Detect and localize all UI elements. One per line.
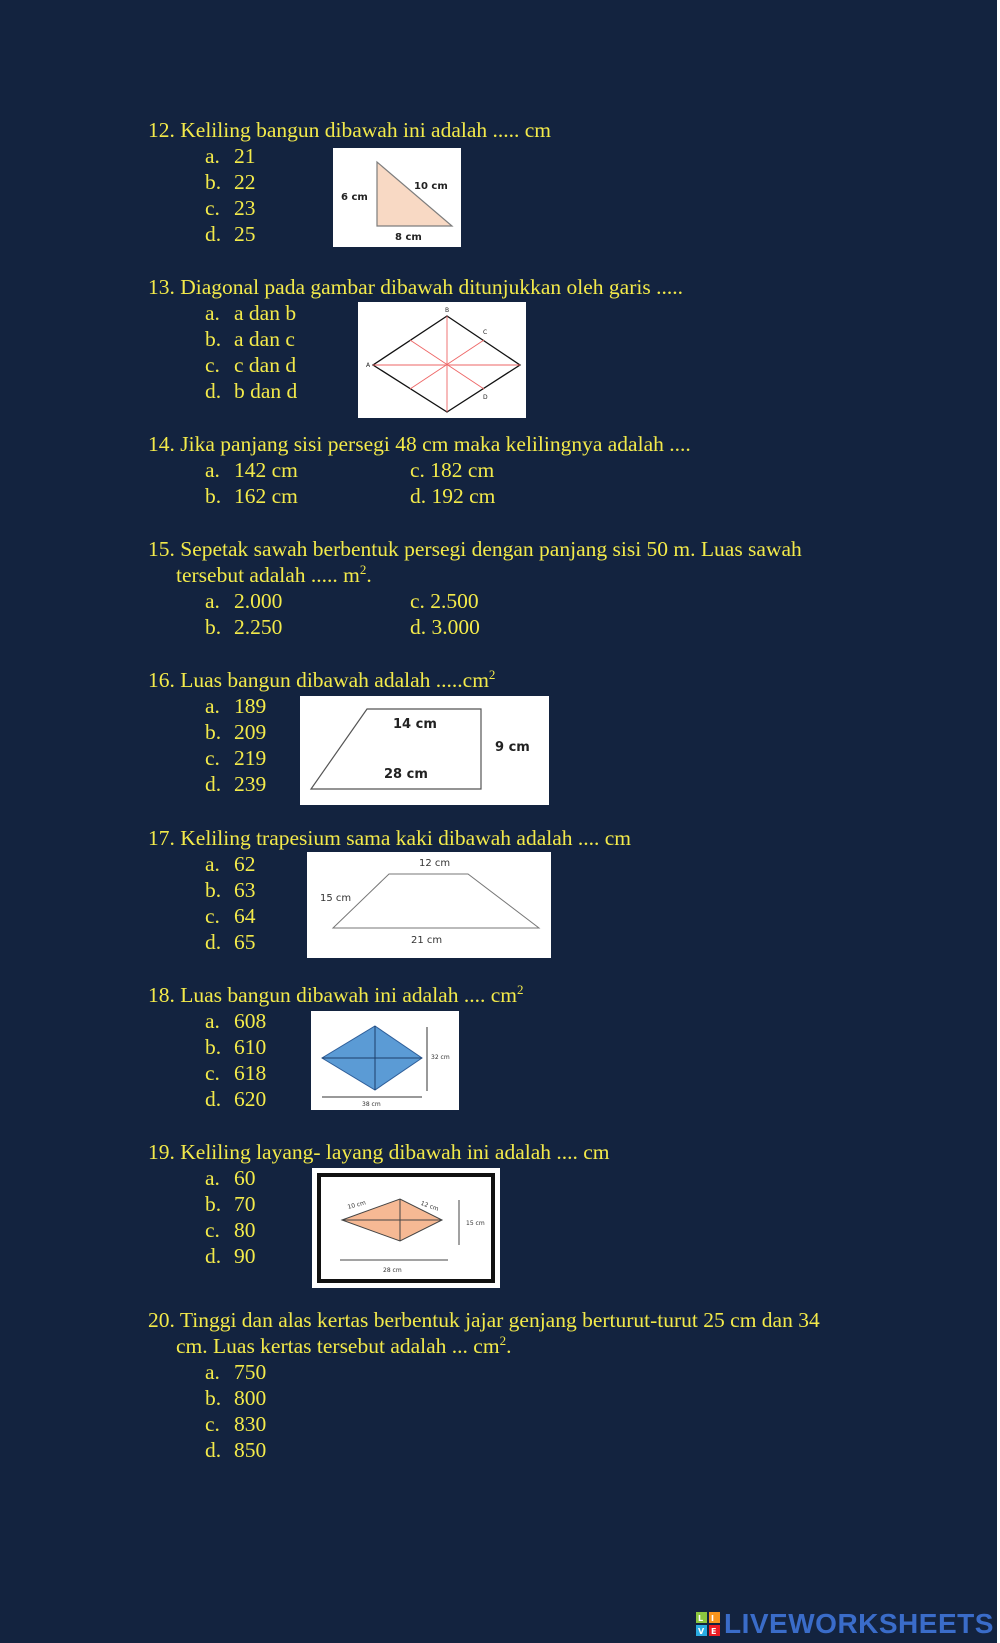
question-19: 19. Keliling layang- layang dibawah ini adalah .... cm a. 60 b. 70 c. 80 d. 90 (148, 1140, 610, 1268)
svg-text:D: D (483, 394, 488, 401)
svg-text:14 cm: 14 cm (393, 717, 437, 732)
question-16: 16. Luas bangun dibawah adalah $.....cm^2$ a. 189 b. 209 c. 219 d. 239 (148, 666, 496, 796)
question-text: 18. Luas bangun dibawah ini adalah .... $cm^2$ (148, 981, 524, 1007)
svg-text:6 cm: 6 cm (341, 192, 368, 203)
isosceles-trapezoid-figure (307, 852, 551, 958)
option-d[interactable]: d. 192 cm (410, 484, 496, 508)
question-14: 14. Jika panjang sisi persegi 48 cm maka kelilingnya adalah .... a. 142 cm b. 162 cm c. 182 cm d. 192 cm (148, 432, 691, 508)
question-text: 19. Keliling layang- layang dibawah ini adalah .... cm (148, 1140, 610, 1164)
svg-text:V: V (698, 1627, 705, 1636)
question-text: 16. Luas bangun dibawah adalah $.....cm^2$ (148, 666, 496, 692)
liveworksheets-logo-icon (696, 1612, 720, 1636)
svg-text:28 cm: 28 cm (383, 1267, 402, 1274)
svg-text:C: C (483, 329, 488, 336)
liveworksheets-logo[interactable] (696, 1608, 996, 1640)
question-text-line2: cm. Luas kertas tersebut adalah ... $cm^2$. (176, 1332, 512, 1358)
svg-text:32 cm: 32 cm (431, 1054, 450, 1061)
right-triangle-figure (333, 148, 461, 247)
question-text-line2: tersebut adalah ..... $m^2$. (176, 561, 372, 587)
svg-text:10 cm: 10 cm (414, 181, 448, 192)
svg-text:8 cm: 8 cm (395, 232, 422, 243)
question-text: 12. Keliling bangun dibawah ini adalah ..... cm (148, 118, 552, 142)
svg-text:28 cm: 28 cm (384, 767, 428, 782)
logo-text: LIVEWORKSHEETS (724, 1608, 994, 1639)
right-trapezoid-figure (300, 696, 549, 805)
question-text: 14. Jika panjang sisi persegi 48 cm maka kelilingnya adalah .... (148, 432, 691, 456)
svg-text:I: I (711, 1614, 714, 1623)
question-15: 15. Sepetak sawah berbentuk persegi dengan panjang sisi 50 m. Luas sawah tersebut adalah ..... $m^2$. a. 2.000 b. 2.250 c. 2.500 d. 3.000 (148, 537, 802, 639)
question-text: 13. Diagonal pada gambar dibawah ditunjukkan oleh garis ..... (148, 275, 683, 299)
svg-text:12 cm: 12 cm (419, 1199, 440, 1213)
svg-text:12 cm: 12 cm (419, 858, 451, 869)
kite-figure (312, 1168, 500, 1288)
svg-text:15 cm: 15 cm (320, 893, 352, 904)
option-d[interactable]: d. 3.000 (410, 615, 480, 639)
option-c[interactable]: c. 182 cm (410, 458, 495, 482)
question-text-line1: 20. Tinggi dan alas kertas berbentuk jajar genjang berturut-turut 25 cm dan 34 (148, 1308, 820, 1332)
question-13: 13. Diagonal pada gambar dibawah ditunjukkan oleh garis ..... a. a dan b b. a dan c c. c dan d d. b dan d (148, 275, 683, 403)
question-18: 18. Luas bangun dibawah ini adalah .... $cm^2$ a. 608 b. 610 c. 618 d. 620 (148, 981, 524, 1111)
svg-text:B: B (445, 307, 450, 314)
rhombus-diagonals-figure (358, 302, 526, 418)
svg-text:E: E (711, 1627, 717, 1636)
svg-text:10 cm: 10 cm (346, 1199, 367, 1211)
question-20: 20. Tinggi dan alas kertas berbentuk jajar genjang berturut-turut 25 cm dan 34 cm. Luas kertas tersebut adalah ... $cm^2$. a. 750 b. 800 c. 830 d. 850 (148, 1308, 820, 1462)
question-text: 17. Keliling trapesium sama kaki dibawah adalah .... cm (148, 826, 632, 850)
svg-text:15 cm: 15 cm (466, 1220, 485, 1227)
svg-text:38 cm: 38 cm (362, 1101, 381, 1108)
svg-text:9 cm: 9 cm (495, 740, 530, 755)
rhombus-blue-figure (311, 1011, 459, 1110)
question-12: 12. Keliling bangun dibawah ini adalah ..... cm a. 21 b. 22 c. 23 d. 25 (148, 118, 552, 246)
question-text-line1: 15. Sepetak sawah berbentuk persegi dengan panjang sisi 50 m. Luas sawah (148, 537, 802, 561)
question-17: 17. Keliling trapesium sama kaki dibawah adalah .... cm a. 62 b. 63 c. 64 d. 65 (148, 826, 632, 954)
svg-text:L: L (698, 1614, 704, 1623)
svg-text:A: A (366, 362, 371, 369)
option-c[interactable]: c. 2.500 (410, 589, 479, 613)
svg-text:21 cm: 21 cm (411, 935, 443, 946)
